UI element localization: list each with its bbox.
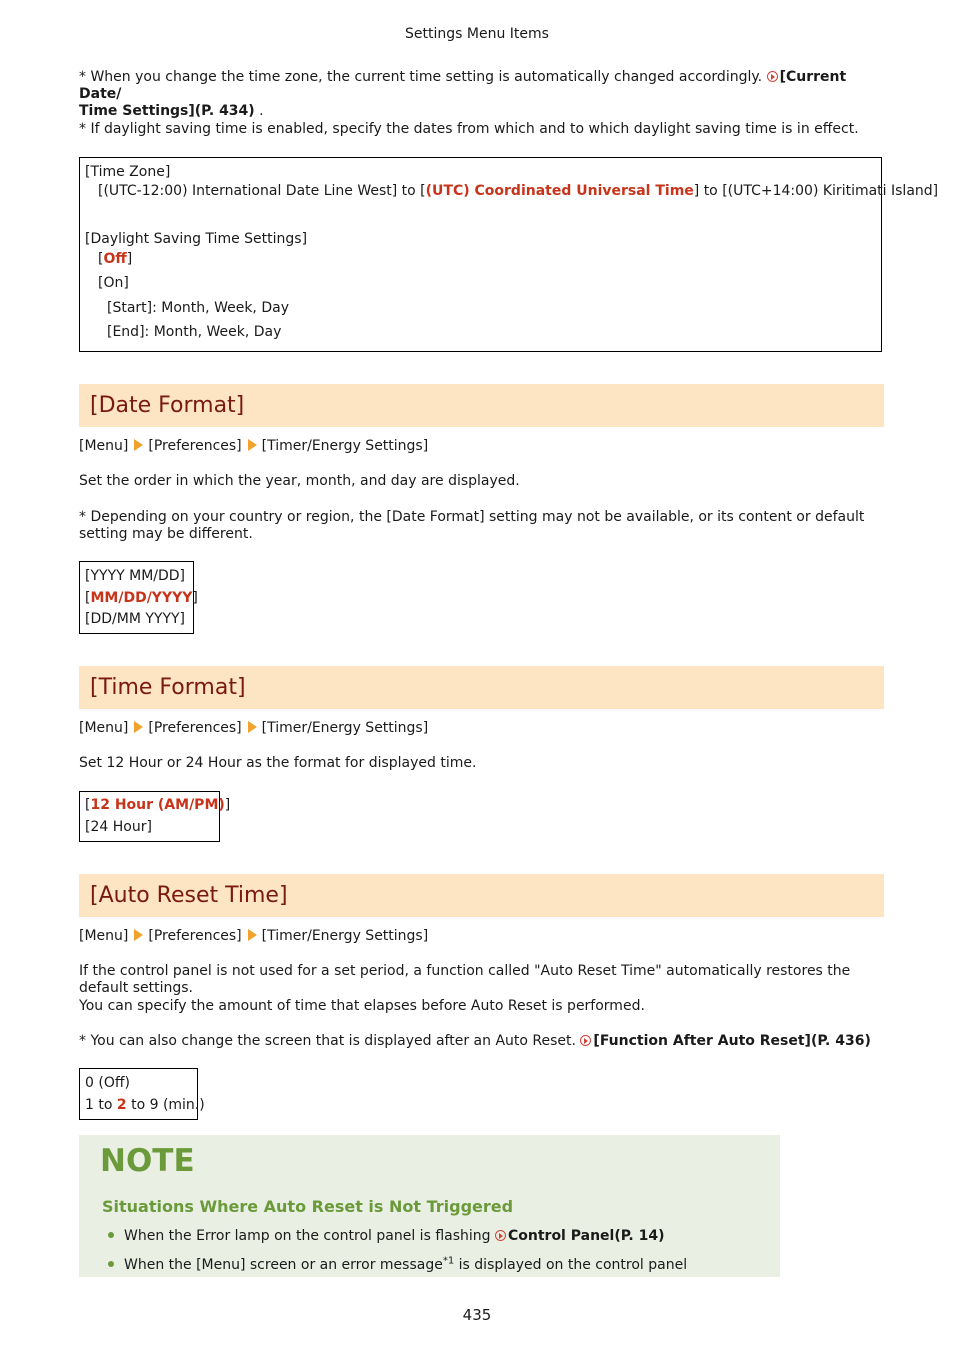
breadcrumb-menu: [Menu]	[79, 928, 129, 944]
auto-reset-description-2: You can specify the amount of time that elapses before Auto Reset is performed.	[79, 998, 645, 1014]
dst-note: * If daylight saving time is enabled, specify the dates from which and to which daylight saving time is in effect.	[79, 121, 859, 137]
running-header: Settings Menu Items	[405, 26, 549, 42]
breadcrumb	[79, 438, 879, 455]
breadcrumb-menu: [Menu]	[79, 720, 129, 736]
dst-option-on: [On]	[98, 275, 129, 291]
control-panel-link[interactable]	[495, 1228, 665, 1244]
timezone-range	[98, 183, 938, 200]
timezone-range-start: [(UTC-12:00) International Date Line West] to [	[98, 183, 426, 199]
triangle-right-icon	[248, 721, 257, 733]
breadcrumb-menu: [Menu]	[79, 438, 129, 454]
date-option-3: [DD/MM YYYY]	[85, 611, 186, 627]
reset-option-2	[85, 1097, 205, 1114]
dst-label: [Daylight Saving Time Settings]	[85, 231, 308, 247]
timezone-settings-box	[79, 157, 939, 352]
reset-range-end: to 9 (min.)	[126, 1097, 205, 1113]
time-default: 12 Hour (AM/PM)	[90, 797, 225, 813]
breadcrumb-timer: [Timer/Energy Settings]	[261, 720, 429, 736]
breadcrumb-timer: [Timer/Energy Settings]	[261, 438, 429, 454]
date-format-options-box	[79, 561, 198, 634]
bullet-dot-icon	[108, 1232, 114, 1238]
triangle-right-icon	[134, 929, 143, 941]
dst-start: [Start]: Month, Week, Day	[107, 300, 289, 316]
control-panel-link-label[interactable]: Control Panel(P. 14)	[507, 1228, 665, 1244]
note-title: NOTE	[100, 1143, 195, 1179]
auto-reset-note-text: * You can also change the screen that is displayed after an Auto Reset.	[79, 1033, 581, 1049]
link-arrow-icon	[767, 71, 778, 82]
breadcrumb-preferences: [Preferences]	[148, 928, 242, 944]
timezone-note	[79, 69, 879, 120]
reset-range-start: 1 to	[85, 1097, 117, 1113]
date-option-1: [YYYY MM/DD]	[85, 568, 186, 584]
function-after-reset-link-label[interactable]: [Function After Auto Reset](P. 436)	[593, 1033, 871, 1049]
breadcrumb	[79, 720, 879, 737]
breadcrumb	[79, 928, 879, 945]
time-format-options-box	[79, 791, 231, 842]
triangle-right-icon	[248, 439, 257, 451]
timezone-default: (UTC) Coordinated Universal Time	[425, 183, 694, 199]
note-bullet-2-text: When the [Menu] screen or an error message	[124, 1257, 443, 1273]
dst-default: Off	[103, 251, 127, 267]
auto-reset-title: [Auto Reset Time]	[90, 883, 288, 908]
breadcrumb-timer: [Timer/Energy Settings]	[261, 928, 429, 944]
dst-option-off: [Off]	[98, 251, 133, 267]
timezone-note-text: * When you change the time zone, the current time setting is automatically changed accordingly.	[79, 69, 767, 85]
triangle-right-icon	[134, 721, 143, 733]
time-format-heading	[79, 666, 884, 709]
timezone-label: [Time Zone]	[85, 164, 171, 180]
reset-default: 2	[116, 1097, 127, 1113]
function-after-reset-link[interactable]	[580, 1033, 870, 1049]
date-format-title: [Date Format]	[90, 393, 245, 418]
time-option-2: [24 Hour]	[85, 819, 152, 835]
time-option-1: [12 Hour (AM/PM)]	[85, 797, 231, 813]
note-bullet-2-end: is displayed on the control panel	[454, 1257, 688, 1273]
triangle-right-icon	[134, 439, 143, 451]
current-date-link-part2[interactable]: Time Settings](P. 434)	[79, 103, 255, 119]
note-bullet-2	[108, 1257, 687, 1274]
time-format-description: Set 12 Hour or 24 Hour as the format for displayed time.	[79, 755, 477, 771]
date-format-description: Set the order in which the year, month, and day are displayed.	[79, 473, 520, 489]
breadcrumb-preferences: [Preferences]	[148, 438, 242, 454]
auto-reset-options-box	[79, 1068, 205, 1120]
current-date-link-part1[interactable]: [Current Date/	[79, 69, 847, 102]
link-arrow-icon	[580, 1035, 591, 1046]
reset-option-1: 0 (Off)	[85, 1075, 130, 1091]
triangle-right-icon	[248, 929, 257, 941]
breadcrumb-preferences: [Preferences]	[148, 720, 242, 736]
date-option-2: [MM/DD/YYYY]	[85, 590, 198, 606]
note-bullet-1-text: When the Error lamp on the control panel is flashing	[124, 1228, 495, 1244]
auto-reset-description-1: If the control panel is not used for a set period, a function called "Auto Reset Time" automatically restores the default settings.	[79, 963, 851, 996]
auto-reset-heading	[79, 874, 884, 917]
date-format-note: * Depending on your country or region, the [Date Format] setting may not be available, or its content or default setting may be different.	[79, 509, 865, 542]
bullet-dot-icon	[108, 1261, 114, 1267]
link-arrow-icon	[495, 1230, 506, 1241]
note-subtitle: Situations Where Auto Reset is Not Triggered	[102, 1197, 514, 1216]
timezone-note-end: .	[254, 103, 264, 119]
note-bullet-1	[108, 1228, 665, 1245]
date-format-heading	[79, 384, 884, 427]
auto-reset-note	[79, 1033, 879, 1050]
page-number: 435	[462, 1306, 492, 1324]
timezone-range-end: ] to [(UTC+14:00) Kiritimati Island]	[693, 183, 939, 199]
time-format-title: [Time Format]	[90, 675, 246, 700]
footnote-marker: *1	[442, 1255, 455, 1267]
dst-end: [End]: Month, Week, Day	[107, 324, 282, 340]
date-default: MM/DD/YYYY	[90, 590, 193, 606]
